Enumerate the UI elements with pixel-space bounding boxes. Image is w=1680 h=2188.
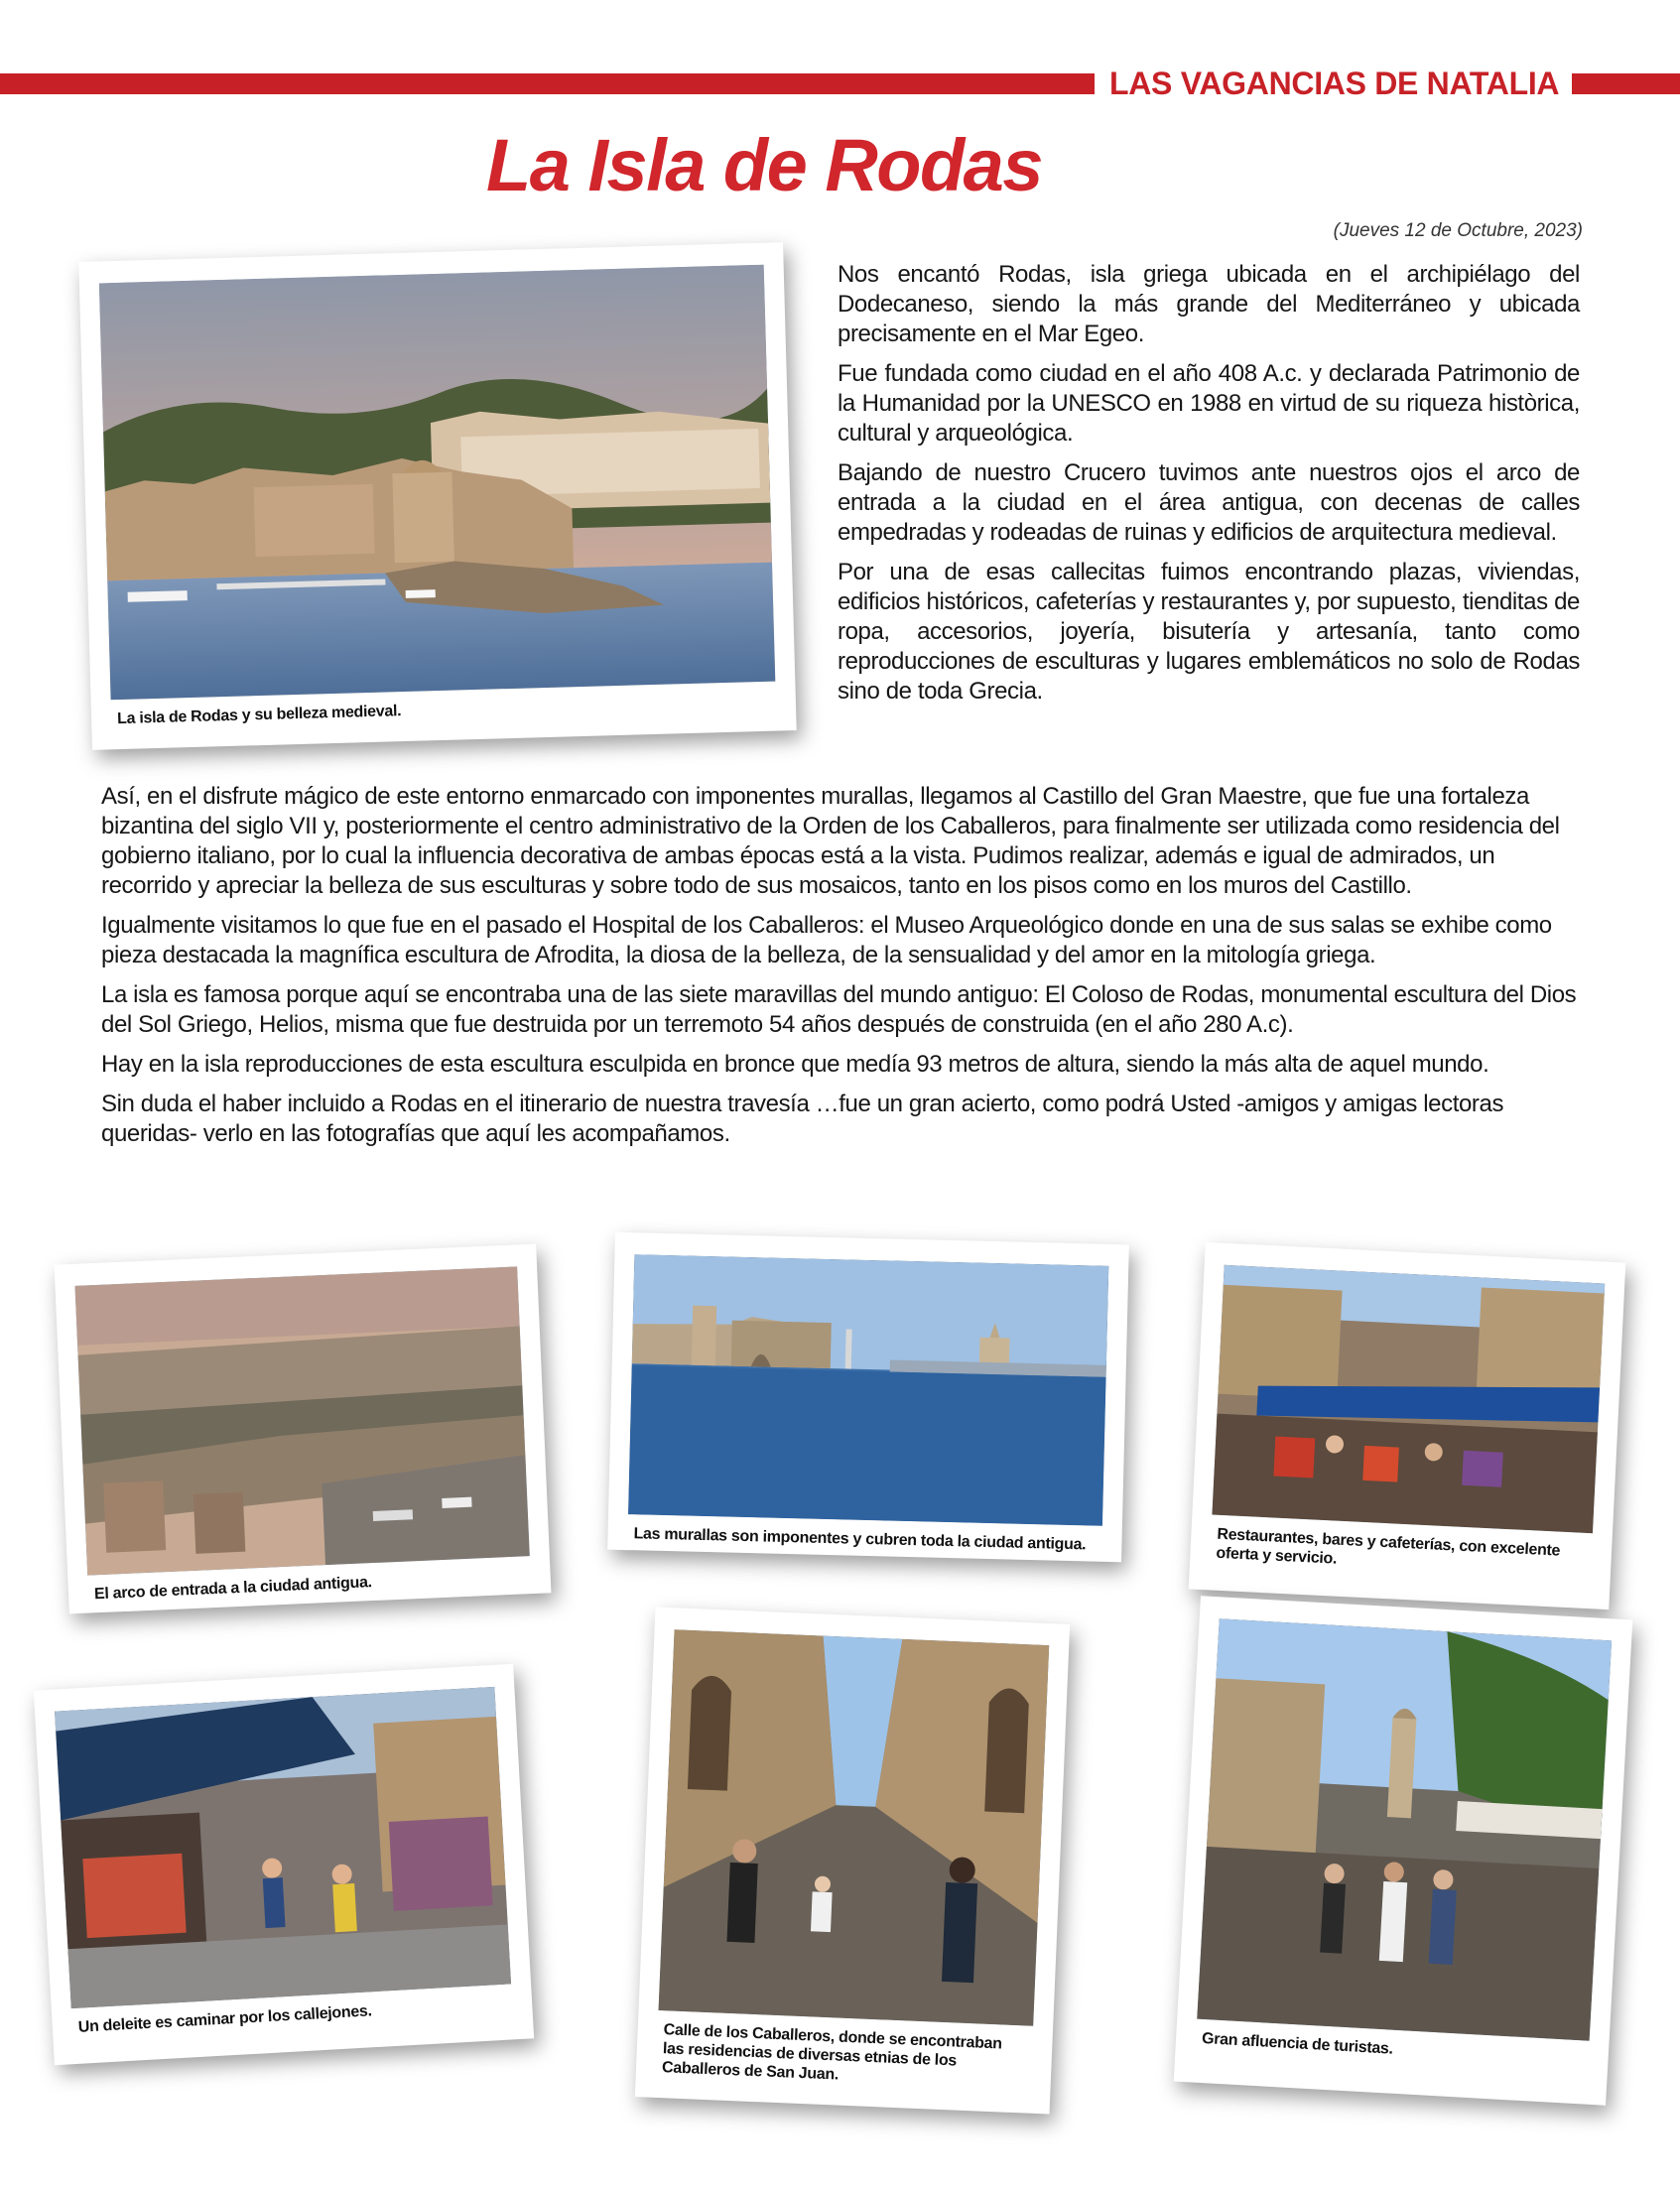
section-label: LAS VAGANCIAS DE NATALIA: [1109, 65, 1560, 101]
photo-caption: El arco de entrada a la ciudad antigua.: [93, 1574, 373, 1604]
knights-street-image: [659, 1629, 1050, 2025]
photo-caption: Las murallas son imponentes y cubren toda la ciudad antigua.: [633, 1525, 1087, 1554]
header-band-right: [1572, 73, 1680, 94]
article-title: La Isla de Rodas: [486, 124, 1042, 206]
photo-caption: Calle de los Caballeros, donde se encontraban las residencias de diversas etnias de los Caballeros de San Juan.: [661, 2021, 1003, 2084]
cafe-terrace-image: [1212, 1265, 1605, 1533]
photo-caption: La isla de Rodas y su belleza medieval.: [116, 703, 402, 728]
market-street-image: [55, 1687, 511, 2008]
paragraph: Así, en el disfrute mágico de este entorno enmarcado con imponentes murallas, llegamos al Castillo del Gran Maestre, que fue una fortaleza bizantina del siglo VII y, posteriormente el centro administrativo de la Orden de los Caballeros, para finalmente ser utilizada como residencia del gobierno italiano, por lo cual la influencia decorativa de ambas épocas está a la vista. Pudimos realizar, además e igual de admirados, un recorrido y apreciar la belleza de sus esculturas y sobre todo de sus mosaicos, tanto en los pisos como en los muros del Castillo.: [101, 783, 1560, 899]
photo-caption: Restaurantes, bares y cafeterías, con excelente oferta y servicio.: [1216, 1525, 1561, 1568]
paragraph: Igualmente visitamos lo que fue en el pasado el Hospital de los Caballeros: el Museo Arqueológico donde en una de sus salas se exhibe como pieza destacada la magnífica escultura de Afrodita, la diosa de la belleza, de la sensualidad y del amor en la mitología griega.: [101, 912, 1552, 968]
photo-market-street: [34, 1664, 534, 2065]
article-intro-column: [838, 260, 1580, 716]
article-body: [101, 782, 1586, 1159]
paragraph: Fue fundada como ciudad en el año 408 A.c. y declarada Patrimonio de la Humanidad por la UNESCO en 1988 en virtud de su riqueza històrica, cultural y arqueológica.: [838, 360, 1580, 447]
paragraph: Bajando de nuestro Crucero tuvimos ante nuestros ojos el arco de entrada a la ciudad en el área antigua, con decenas de calles empedradas y rodeadas de ruinas y edificios de arquitectura medieval.: [838, 459, 1580, 546]
photo-caption: Gran afluencia de turistas.: [1201, 2029, 1394, 2058]
article-date: (Jueves 12 de Octubre, 2023): [1333, 220, 1583, 241]
photo-city-walls: [55, 1244, 552, 1614]
header-band-left: [0, 73, 1095, 94]
photo-knights-street: [635, 1607, 1070, 2114]
paragraph: Por una de esas callecitas fuimos encontrando plazas, viviendas, edificios históricos, cafeterías y restaurantes y, por supuesto, tienditas de ropa, accesorios, joyería, bisutería y artesanía, tanto como reproducciones de esculturas y lugares emblemáticos no solo de Rodas sino de toda Grecia.: [838, 559, 1580, 705]
photo-harbor-castle: [78, 242, 796, 750]
city-walls-image: [74, 1266, 529, 1575]
paragraph: La isla es famosa porque aquí se encontraba una de las siete maravillas del mundo antiguo: El Coloso de Rodas, monumental escultura del Dios del Sol Griego, Helios, misma que fue destruida por un terremoto 54 años después de construida (en el año 280 A.c).: [101, 981, 1577, 1038]
paragraph: Sin duda el haber incluido a Rodas en el itinerario de nuestra travesía …fue un gran acierto, como podrá Usted -amigos y amigas lectoras queridas- verlo en las fotografías que aquí les acompañamos.: [101, 1091, 1504, 1147]
paragraph: Hay en la isla reproducciones de esta escultura esculpida en bronce que medía 93 metros de altura, siendo la más alta de aquel mundo.: [101, 1051, 1489, 1078]
sea-fort-image: [628, 1254, 1108, 1526]
crowded-street-image: [1197, 1618, 1612, 2040]
photo-crowded-street: [1174, 1596, 1633, 2106]
paragraph: Nos encantó Rodas, isla griega ubicada en el archipiélago del Dodecaneso, siendo la más grande del Mediterráneo y ubicada precisamente en el Mar Egeo.: [838, 261, 1580, 347]
photo-caption: Un deleite es caminar por los callejones.: [77, 2002, 373, 2036]
harbor-castle-image: [99, 265, 775, 701]
photo-cafe-terrace: [1189, 1242, 1626, 1609]
photo-sea-fort: [607, 1232, 1129, 1563]
